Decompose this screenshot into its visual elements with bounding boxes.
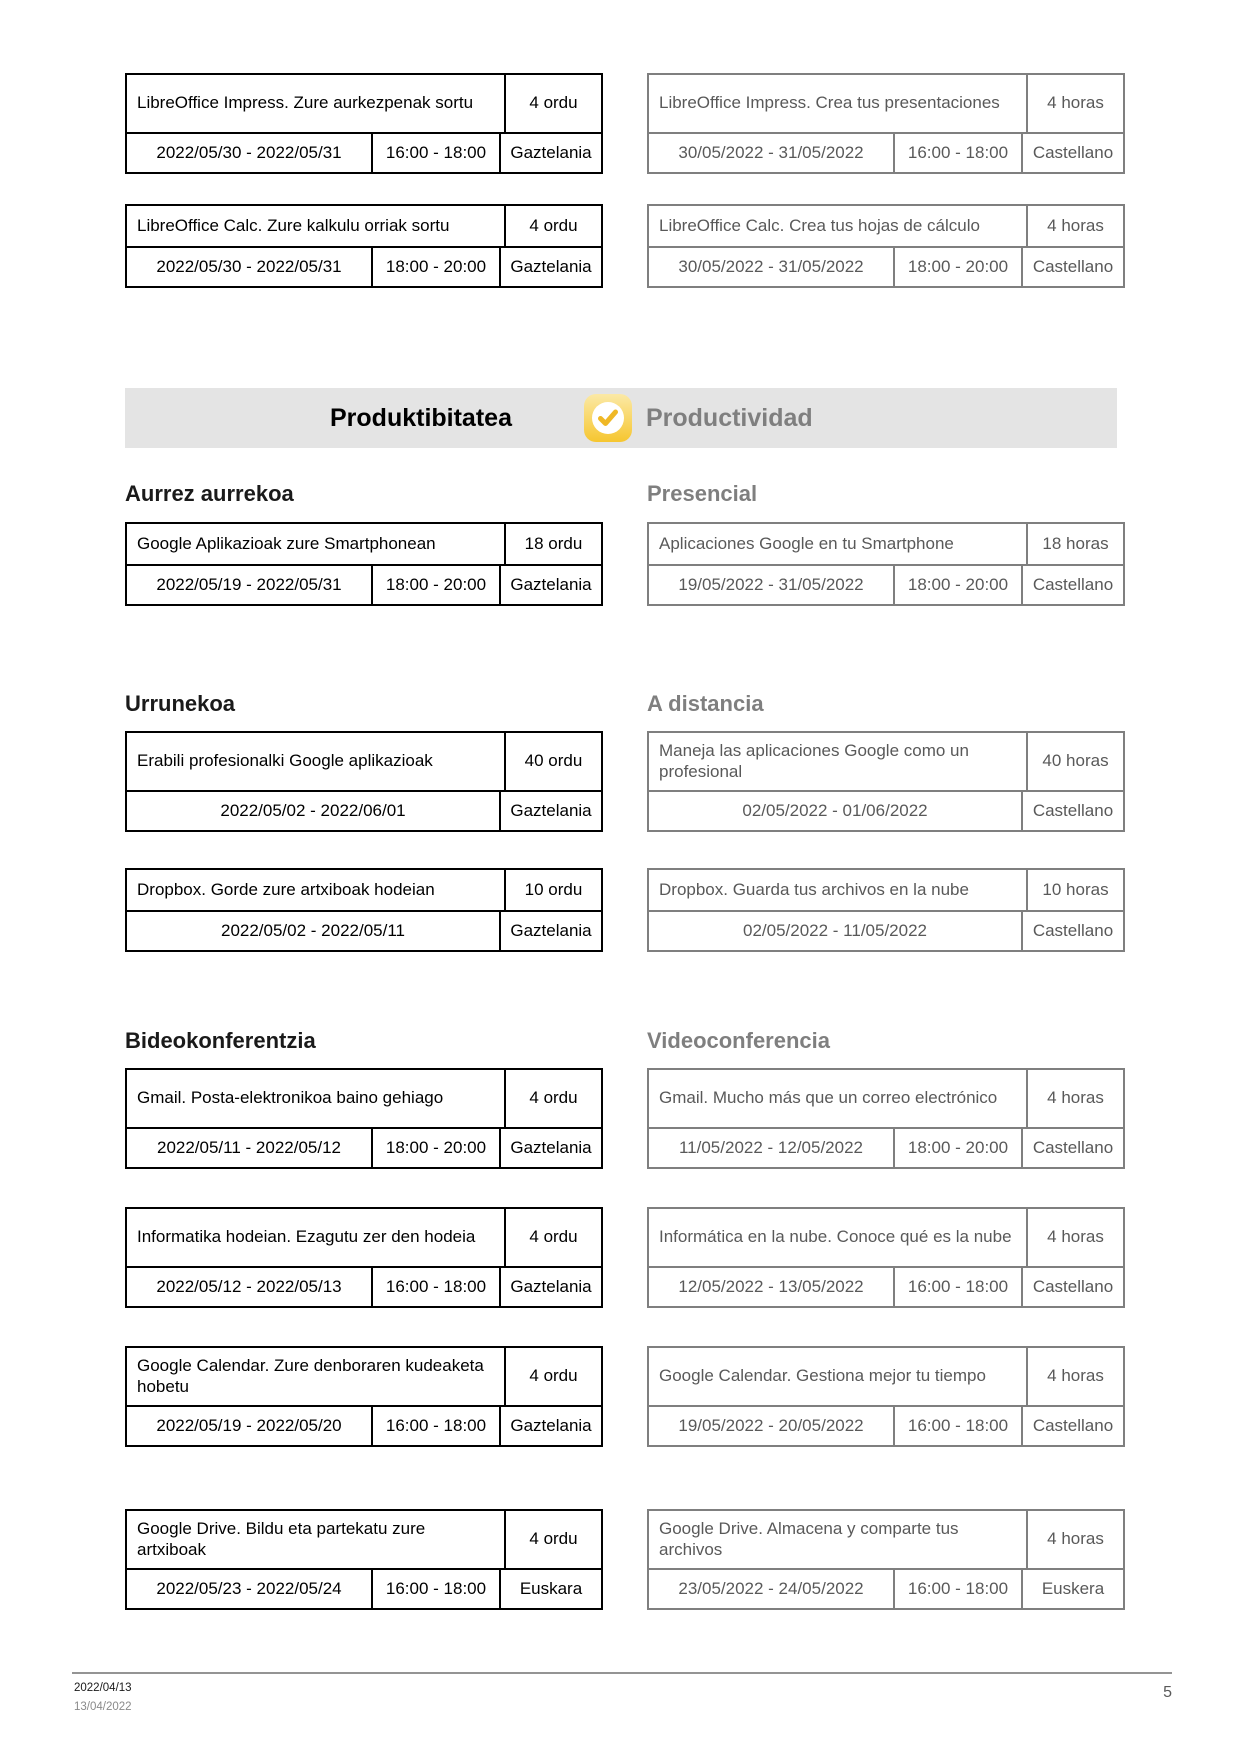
- course-hours: 10 ordu: [504, 870, 601, 910]
- course-time: 18:00 - 20:00: [893, 248, 1021, 286]
- course-title: Aplicaciones Google en tu Smartphone: [659, 533, 954, 553]
- course-table-eu: [125, 1346, 603, 1447]
- course-table-es: [647, 204, 1125, 288]
- course-dates: 23/05/2022 - 24/05/2022: [678, 1578, 864, 1598]
- course-dates: 2022/05/02 - 2022/06/01: [220, 800, 406, 820]
- course-language: Gaztelania: [499, 792, 601, 830]
- course-title: Gmail. Posta-elektronikoa baino gehiago: [137, 1088, 444, 1108]
- course-dates: 2022/05/30 - 2022/05/31: [156, 142, 342, 162]
- course-time: 18:00 - 20:00: [371, 566, 499, 604]
- page-content: [125, 0, 1125, 1610]
- subsection-heading-es: Presencial: [647, 481, 758, 506]
- course-table-es: [647, 1068, 1125, 1169]
- course-language: Castellano: [1021, 134, 1123, 172]
- course-table-eu: [125, 1207, 603, 1308]
- course-language: Gaztelania: [499, 1268, 601, 1306]
- course-table-eu: [125, 1509, 603, 1610]
- course-pair-calendar: [125, 1346, 1125, 1447]
- course-language: Gaztelania: [499, 566, 601, 604]
- subsection-heading-es: A distancia: [647, 691, 764, 716]
- course-hours: 40 ordu: [504, 733, 601, 790]
- course-title: Google Drive. Bildu eta partekatu zure artxiboak: [137, 1518, 426, 1559]
- course-pair-impress: [125, 73, 1125, 174]
- course-dates: 02/05/2022 - 11/05/2022: [742, 920, 927, 940]
- course-hours: 4 ordu: [504, 75, 601, 132]
- course-table-es: [647, 731, 1125, 832]
- course-pair-dropbox: [125, 868, 1125, 952]
- subsection-headings: [125, 1028, 1125, 1054]
- course-time: 18:00 - 20:00: [371, 248, 499, 286]
- course-language: Castellano: [1021, 1129, 1123, 1167]
- course-hours: 4 horas: [1026, 1070, 1123, 1127]
- course-time: 18:00 - 20:00: [893, 566, 1021, 604]
- course-language: Castellano: [1021, 1268, 1123, 1306]
- course-language: Euskera: [1021, 1570, 1123, 1608]
- course-time: 18:00 - 20:00: [371, 1129, 499, 1167]
- course-title: LibreOffice Impress. Zure aurkezpenak sortu: [137, 93, 474, 113]
- course-language: Castellano: [1021, 792, 1123, 830]
- course-hours: 4 horas: [1026, 1209, 1123, 1266]
- band-title-es: Productividad: [645, 403, 813, 432]
- course-pair-cloud: [125, 1207, 1125, 1308]
- course-title: LibreOffice Calc. Zure kalkulu orriak sortu: [137, 215, 450, 235]
- course-title: Google Calendar. Gestiona mejor tu tiempo: [659, 1366, 986, 1386]
- page-footer: [72, 1672, 1172, 1713]
- course-title: Google Calendar. Zure denboraren kudeaketa hobetu: [137, 1355, 484, 1396]
- course-title: Dropbox. Gorde zure artxiboak hodeian: [137, 879, 435, 899]
- course-table-es: [647, 73, 1125, 174]
- course-time: 16:00 - 18:00: [893, 1268, 1021, 1306]
- course-dates: 11/05/2022 - 12/05/2022: [678, 1137, 863, 1157]
- course-hours: 10 horas: [1026, 870, 1123, 910]
- course-language: Gaztelania: [499, 912, 601, 950]
- band-title-eu: Produktibitatea: [330, 403, 512, 432]
- subsection-heading-eu: Bideokonferentzia: [125, 1028, 316, 1053]
- course-hours: 4 ordu: [504, 1209, 601, 1266]
- course-title: LibreOffice Impress. Crea tus presentaciones: [659, 93, 1000, 113]
- course-table-es: [647, 868, 1125, 952]
- subsection-heading-eu: Urrunekoa: [125, 691, 236, 716]
- course-language: Gaztelania: [499, 248, 601, 286]
- course-time: 16:00 - 18:00: [893, 1570, 1021, 1608]
- course-title: Google Drive. Almacena y comparte tus archivos: [659, 1518, 959, 1559]
- course-dates: 2022/05/19 - 2022/05/31: [156, 574, 342, 594]
- course-table-eu: [125, 1068, 603, 1169]
- course-hours: 4 ordu: [504, 206, 601, 246]
- course-hours: 4 horas: [1026, 1348, 1123, 1405]
- course-dates: 30/05/2022 - 31/05/2022: [678, 142, 864, 162]
- course-pair-google-pro: [125, 731, 1125, 832]
- course-hours: 4 ordu: [504, 1348, 601, 1405]
- course-time: 16:00 - 18:00: [371, 1407, 499, 1445]
- course-time: 16:00 - 18:00: [371, 134, 499, 172]
- course-language: Castellano: [1021, 566, 1123, 604]
- course-dates: 2022/05/12 - 2022/05/13: [156, 1276, 342, 1296]
- course-dates: 2022/05/23 - 2022/05/24: [156, 1578, 342, 1598]
- course-hours: 4 ordu: [504, 1070, 601, 1127]
- course-hours: 40 horas: [1026, 733, 1123, 790]
- course-language: Castellano: [1021, 248, 1123, 286]
- course-title: LibreOffice Calc. Crea tus hojas de cálculo: [659, 215, 980, 235]
- course-table-es: [647, 1509, 1125, 1610]
- course-pair-gmail: [125, 1068, 1125, 1169]
- course-dates: 2022/05/30 - 2022/05/31: [156, 256, 342, 276]
- section-band-productivity: [125, 388, 1117, 448]
- course-time: 18:00 - 20:00: [893, 1129, 1021, 1167]
- course-title: Informática en la nube. Conoce qué es la nube: [659, 1227, 1012, 1247]
- course-language: Castellano: [1021, 1407, 1123, 1445]
- course-table-eu: [125, 522, 603, 606]
- course-hours: 18 horas: [1026, 524, 1123, 564]
- course-dates: 2022/05/11 - 2022/05/12: [156, 1137, 341, 1157]
- course-dates: 30/05/2022 - 31/05/2022: [678, 256, 864, 276]
- course-table-eu: [125, 868, 603, 952]
- course-table-es: [647, 1346, 1125, 1447]
- course-time: 16:00 - 18:00: [371, 1268, 499, 1306]
- course-title: Erabili profesionalki Google aplikazioak: [137, 751, 433, 771]
- course-title: Informatika hodeian. Ezagutu zer den hodeia: [137, 1227, 476, 1247]
- course-dates: 02/05/2022 - 01/06/2022: [742, 800, 928, 820]
- course-hours: 4 horas: [1026, 1511, 1123, 1568]
- course-title: Gmail. Mucho más que un correo electrónico: [659, 1088, 998, 1108]
- page-number: 5: [1163, 1684, 1172, 1701]
- course-dates: 19/05/2022 - 20/05/2022: [678, 1415, 864, 1435]
- course-time: 16:00 - 18:00: [893, 1407, 1021, 1445]
- course-title: Dropbox. Guarda tus archivos en la nube: [659, 879, 969, 899]
- course-language: Castellano: [1021, 912, 1123, 950]
- footer-date-eu: 2022/04/13: [74, 1682, 132, 1694]
- course-dates: 12/05/2022 - 13/05/2022: [678, 1276, 864, 1296]
- course-dates: 2022/05/19 - 2022/05/20: [156, 1415, 342, 1435]
- course-language: Gaztelania: [499, 1129, 601, 1167]
- footer-date-es: 13/04/2022: [74, 1701, 132, 1713]
- course-hours: 4 horas: [1026, 75, 1123, 132]
- course-hours: 18 ordu: [504, 524, 601, 564]
- course-dates: 19/05/2022 - 31/05/2022: [678, 574, 864, 594]
- course-hours: 4 horas: [1026, 206, 1123, 246]
- course-table-es: [647, 1207, 1125, 1308]
- course-table-es: [647, 522, 1125, 606]
- course-pair-smartphone: [125, 522, 1125, 606]
- course-time: 16:00 - 18:00: [371, 1570, 499, 1608]
- course-table-eu: [125, 73, 603, 174]
- checkmark-icon: [591, 401, 625, 435]
- subsection-headings: [125, 691, 1125, 717]
- course-time: 16:00 - 18:00: [893, 134, 1021, 172]
- course-language: Gaztelania: [499, 134, 601, 172]
- course-language: Gaztelania: [499, 1407, 601, 1445]
- course-hours: 4 ordu: [504, 1511, 601, 1568]
- course-table-eu: [125, 731, 603, 832]
- course-pair-calc: [125, 204, 1125, 288]
- course-table-eu: [125, 204, 603, 288]
- course-dates: 2022/05/02 - 2022/05/11: [220, 920, 405, 940]
- course-language: Euskara: [499, 1570, 601, 1608]
- subsection-heading-eu: Aurrez aurrekoa: [125, 481, 294, 506]
- course-pair-drive: [125, 1509, 1125, 1610]
- check-badge-icon: [584, 394, 632, 442]
- subsection-headings: [125, 481, 1125, 507]
- subsection-heading-es: Videoconferencia: [647, 1028, 830, 1053]
- course-title: Google Aplikazioak zure Smartphonean: [137, 533, 436, 553]
- course-title: Maneja las aplicaciones Google como un profesional: [659, 740, 969, 781]
